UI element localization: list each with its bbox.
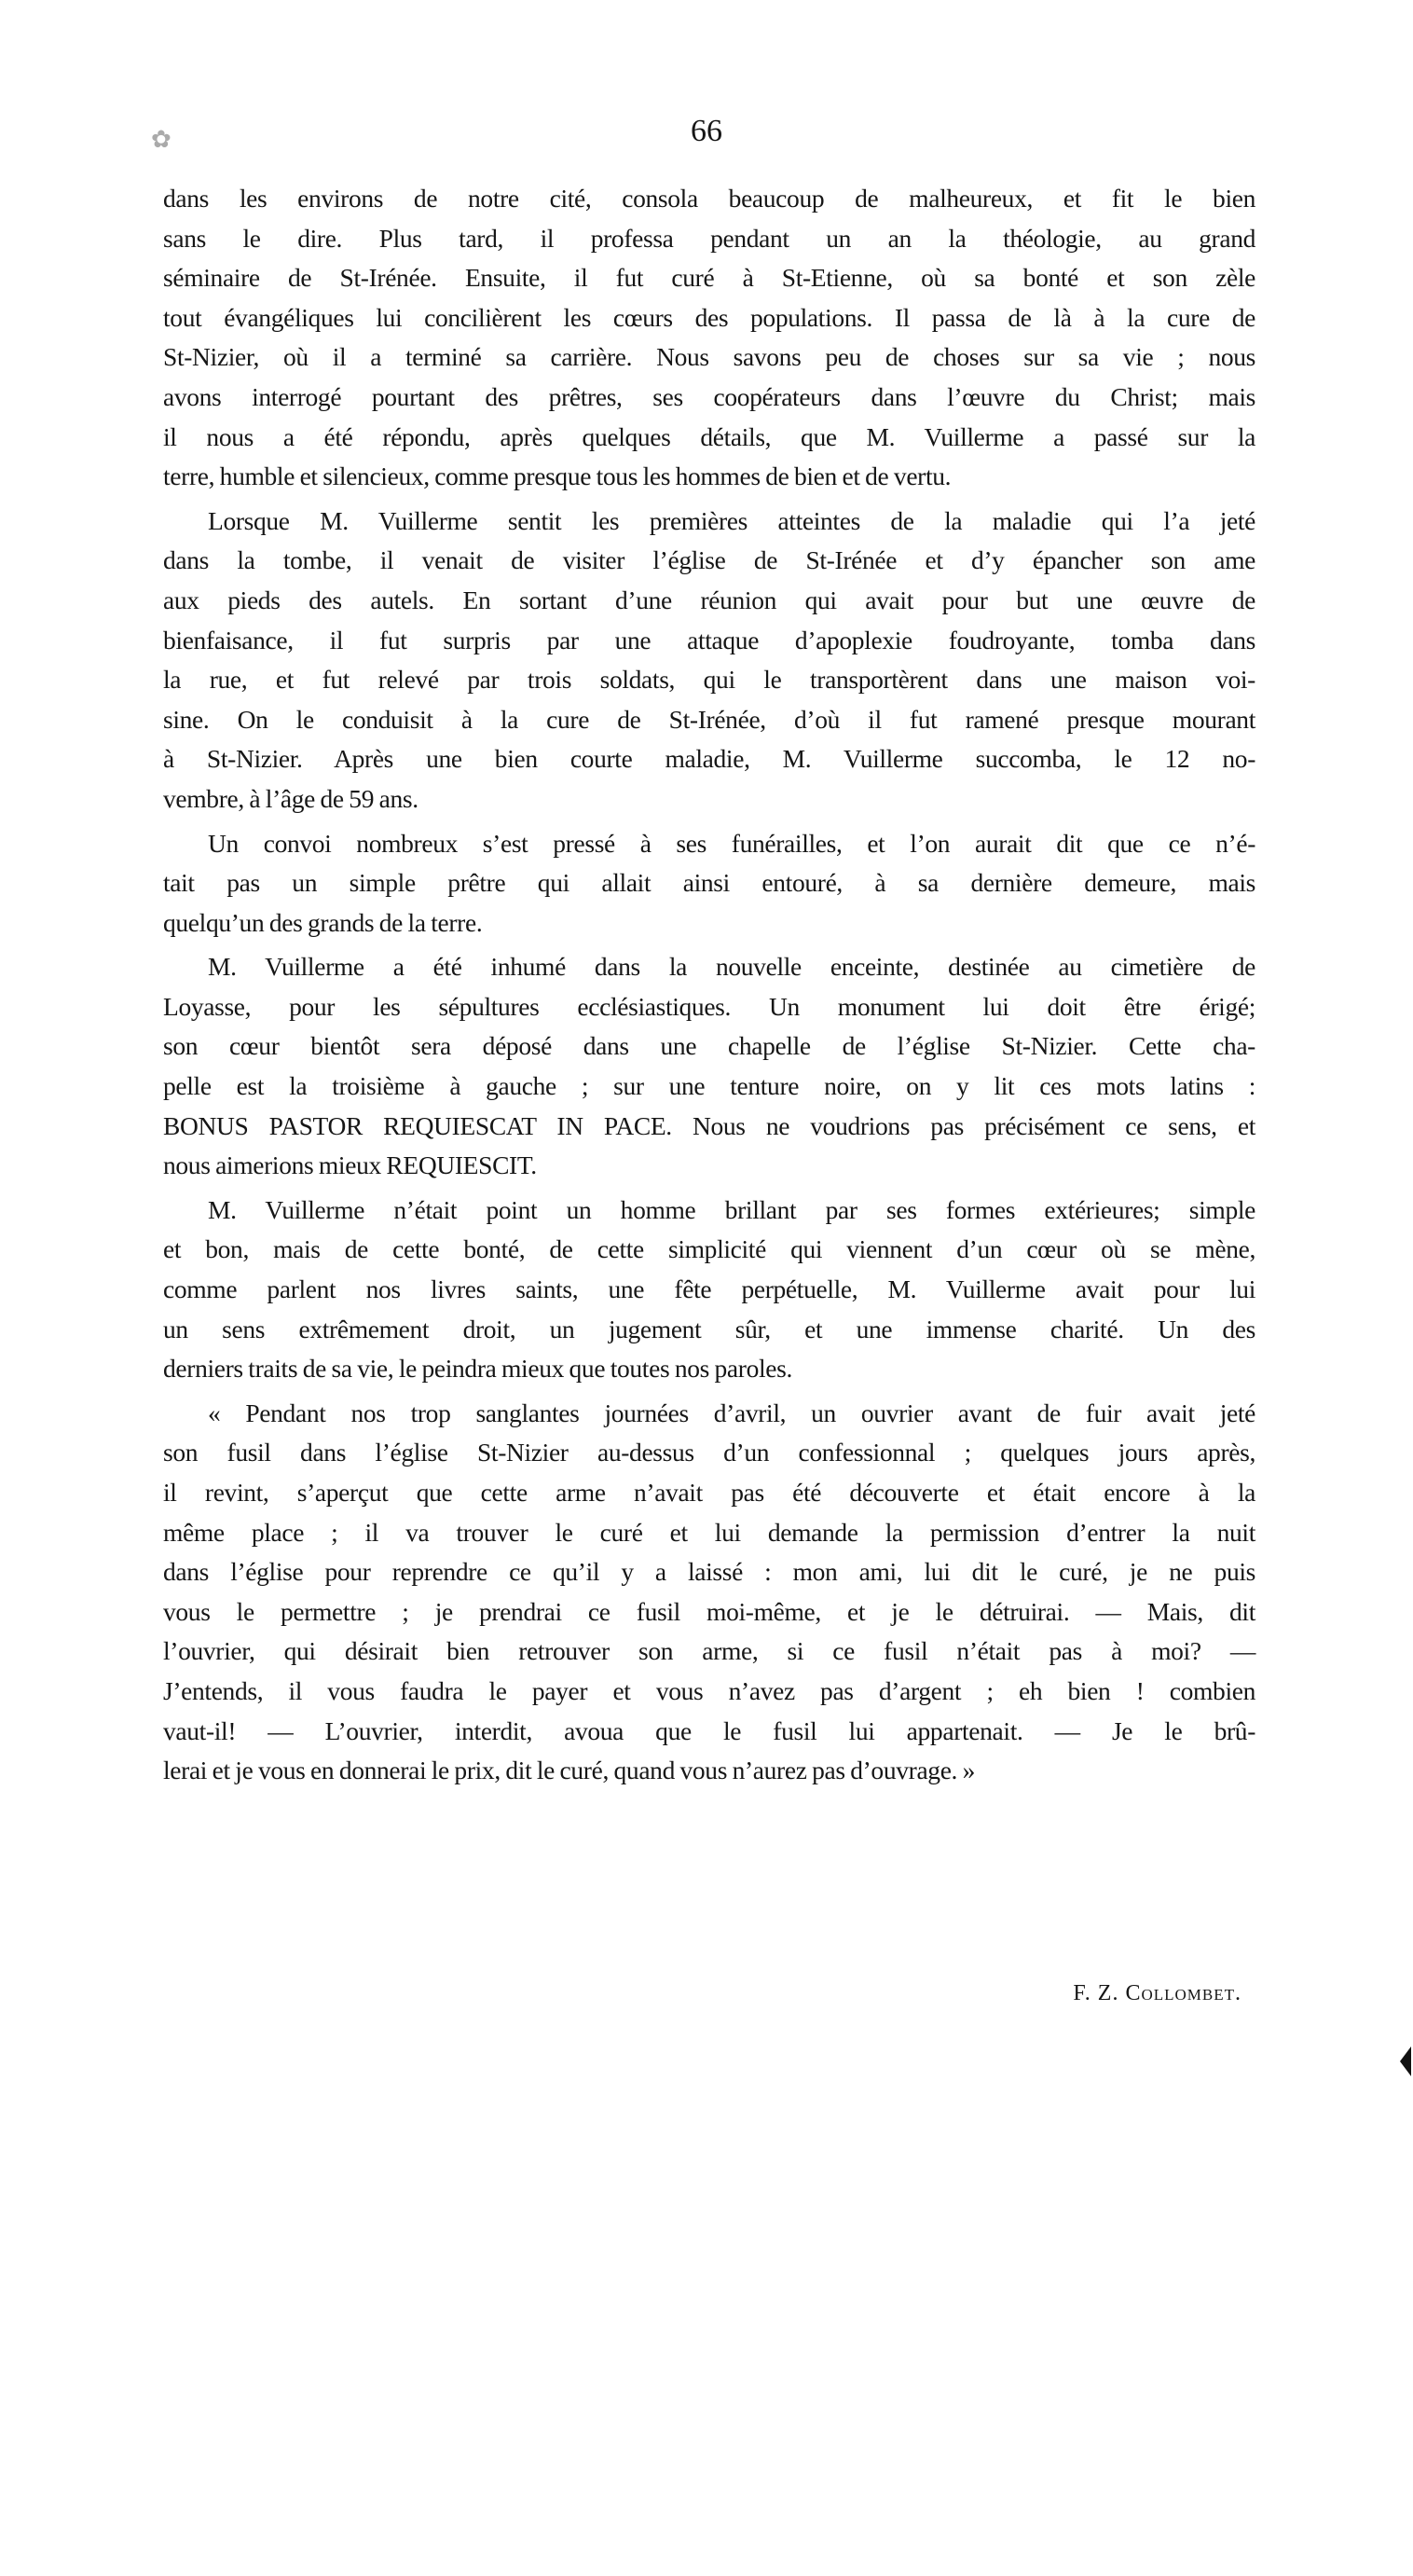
paragraph (163, 1191, 1255, 1389)
paragraph (163, 824, 1255, 944)
text-line: dans les environs de notre cité, consola beaucoup de malheureux, et fit le bien (163, 184, 1255, 213)
page-number: 66 (691, 114, 722, 148)
text-line: pelle est la troisième à gauche ; sur une tenture noire, on y lit ces mots latins : (163, 1071, 1255, 1101)
text-line: la rue, et fut relevé par trois soldats, qui le transportèrent dans une maison voi- (163, 665, 1255, 695)
text-line: vembre, à l’âge de 59 ans. (163, 783, 418, 813)
text-line: M. Vuillerme a été inhumé dans la nouvelle enceinte, destinée au cimetière de (208, 952, 1255, 982)
text-line: derniers traits de sa vie, le peindra mieux que toutes nos paroles. (163, 1354, 792, 1384)
text-line: vous le permettre ; je prendrai ce fusil moi-même, et je le détruirai. — Mais, dit (163, 1596, 1255, 1626)
text-line: et bon, mais de cette bonté, de cette simplicité qui viennent d’un cœur où se mène, (163, 1234, 1255, 1264)
text-line: comme parlent nos livres saints, une fête perpétuelle, M. Vuillerme avait pour lui (163, 1274, 1255, 1304)
text-line: vaut-il! — L’ouvrier, interdit, avoua que le fusil lui appartenait. — Je le brû- (163, 1715, 1255, 1745)
paragraph (163, 1394, 1255, 1791)
text-line: M. Vuillerme n’était point un homme brillant par ses formes extérieures; simple (208, 1194, 1255, 1224)
text-line: tait pas un simple prêtre qui allait ainsi entouré, à sa dernière demeure, mais (163, 868, 1255, 898)
text-line: aux pieds des autels. En sortant d’une réunion qui avait pour but une œuvre de (163, 585, 1255, 614)
paragraph (163, 502, 1255, 820)
text-line: tout évangéliques lui concilièrent les cœurs des populations. Il passa de là à la cure de (163, 302, 1255, 332)
text-line: lerai et je vous en donnerai le prix, dit le curé, quand vous n’aurez pas d’ouvrage. » (163, 1756, 976, 1785)
text-line: St-Nizier, où il a terminé sa carrière. Nous savons peu de choses sur sa vie ; nous (163, 342, 1255, 372)
text-line: terre, humble et silencieux, comme presque tous les hommes de bien et de vertu. (163, 461, 952, 491)
text-line: bienfaisance, il fut surpris par une attaque d’apoplexie foudroyante, tomba dans (163, 625, 1255, 654)
text-line: il revint, s’aperçut que cette arme n’avait pas été découverte et était encore à la (163, 1478, 1255, 1507)
text-line: son fusil dans l’église St-Nizier au-dessus d’un confessionnal ; quelques jours après, (163, 1438, 1255, 1467)
text-line: J’entends, il vous faudra le payer et vous n’avez pas d’argent ; eh bien ! combien (163, 1675, 1255, 1705)
text-line: sans le dire. Plus tard, il professa pendant un an la théologie, au grand (163, 223, 1255, 253)
text-line: Loyasse, pour les sépultures ecclésiastiques. Un monument lui doit être érigé; (163, 991, 1255, 1021)
text-line: dans la tombe, il venait de visiter l’église de St-Irénée et d’y épancher son ame (163, 545, 1255, 575)
text-line: son cœur bientôt sera déposé dans une chapelle de l’église St-Nizier. Cette cha- (163, 1031, 1255, 1061)
paragraph (163, 179, 1255, 497)
text-line: quelqu’un des grands de la terre. (163, 907, 483, 937)
paragraph (163, 947, 1255, 1186)
text-line: l’ouvrier, qui désirait bien retrouver son arme, si ce fusil n’était pas à moi? — (163, 1636, 1255, 1666)
text-line: Lorsque M. Vuillerme sentit les premières atteintes de la maladie qui l’a jeté (208, 505, 1255, 535)
text-line: à St-Nizier. Après une bien courte maladie, M. Vuillerme succomba, le 12 no- (163, 744, 1255, 774)
text-line: BONUS PASTOR REQUIESCAT IN PACE. Nous ne voudrions pas précisément ce sens, et (163, 1110, 1255, 1140)
text-line: dans l’église pour reprendre ce qu’il y a laissé : mon ami, lui dit le curé, je ne puis (163, 1557, 1255, 1587)
text-line: un sens extrêmement droit, un jugement sûr, et une immense charité. Un des (163, 1314, 1255, 1343)
page-body (163, 179, 1255, 1796)
page-edge-arrow-icon (1400, 2046, 1411, 2076)
text-line: Un convoi nombreux s’est pressé à ses funérailles, et l’on aurait dit que ce n’é- (208, 828, 1255, 858)
text-line: nous aimerions mieux REQUIESCIT. (163, 1150, 537, 1180)
text-line: « Pendant nos trop sanglantes journées d’avril, un ouvrier avant de fuir avait jeté (208, 1398, 1255, 1427)
text-line: sine. On le conduisit à la cure de St-Irénée, d’où il fut ramené presque mourant (163, 704, 1255, 734)
text-line: séminaire de St-Irénée. Ensuite, il fut curé à St-Etienne, où sa bonté et son zèle (163, 263, 1255, 293)
author-signature: F. Z. Collombet. (1073, 1981, 1242, 2005)
text-line: même place ; il va trouver le curé et lui demande la permission d’entrer la nuit (163, 1517, 1255, 1547)
text-line: avons interrogé pourtant des prêtres, ses coopérateurs dans l’œuvre du Christ; mais (163, 381, 1255, 411)
ink-smudge: ✿ (151, 126, 171, 153)
text-line: il nous a été répondu, après quelques détails, que M. Vuillerme a passé sur la (163, 421, 1255, 451)
